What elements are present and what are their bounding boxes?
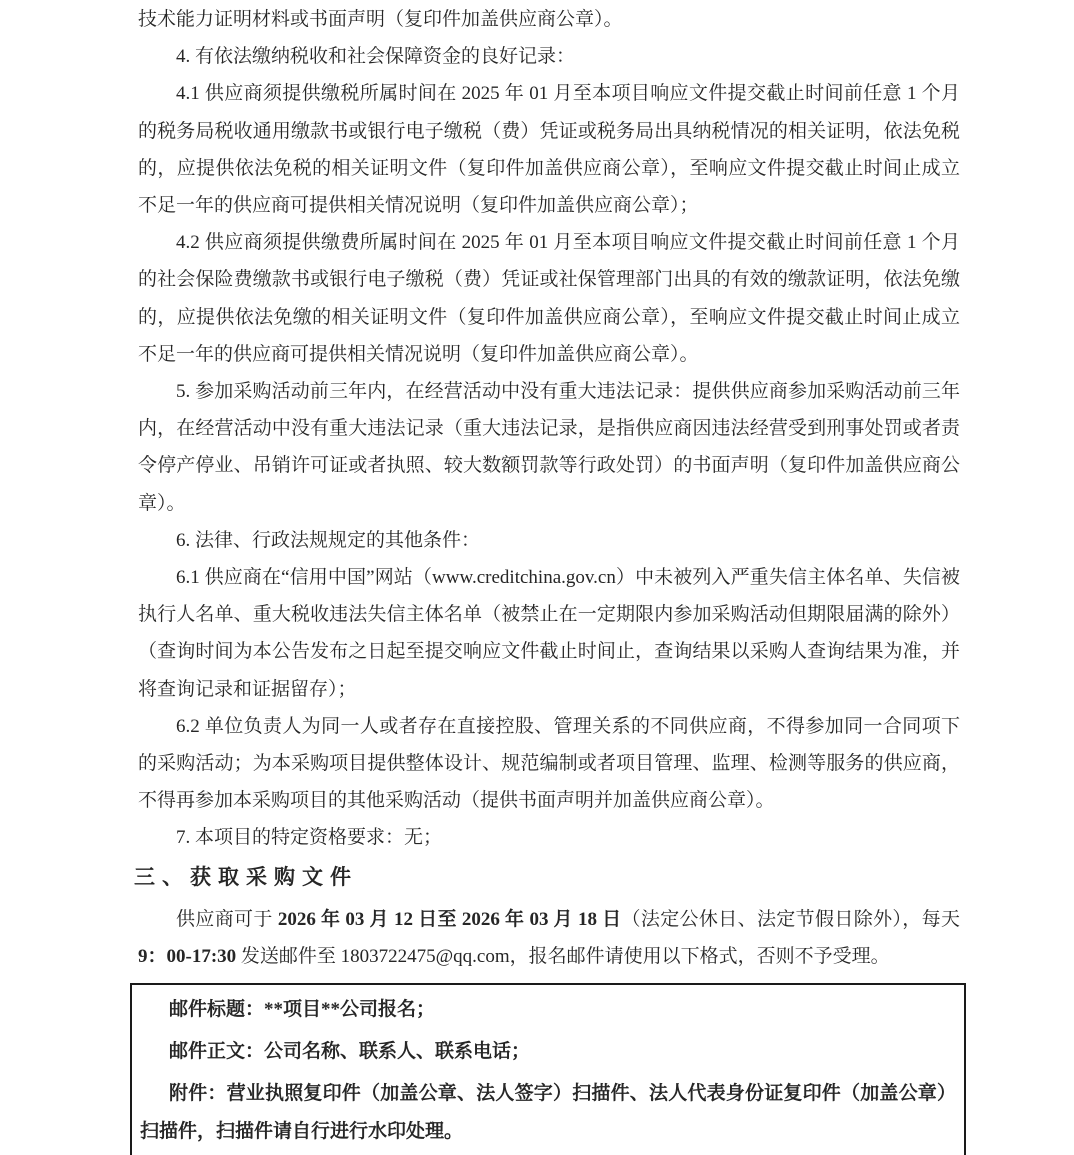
text-run: 4.1 供应商须提供缴税所属时间在 2025 年 01 月至本项目响应文件提交截止时间前任意 1 个月的税务局税收通用缴款书或银行电子缴税（费）凭证或税务局出具纳税情况的相关证明，依法免税的，应提供依法免税的相关证明文件（复印件加盖供应商公章），至响应文件提交截止时间止成立不足一年的供应商可提供相关情况说明（复印件加盖供应商公章）； — [138, 83, 960, 217]
text-run: 邮件正文：公司名称、联系人、联系电话； — [169, 1041, 531, 1063]
text-run: 5. 参加采购活动前三年内，在经营活动中没有重大违法记录：提供供应商参加采购活动前三年内，在经营活动中没有重大违法记录（重大违法记录，是指供应商因违法经营受到刑事处罚或者责令停产停业、吊销许可证或者执照、较大数额罚款等行政处罚）的书面声明（复印件加盖供应商公章）。 — [138, 381, 960, 514]
text-run: （法定公休日、法定节假日除外），每天 — [621, 908, 960, 930]
paragraph — [138, 559, 960, 708]
section-heading — [134, 858, 960, 898]
paragraph — [138, 901, 960, 975]
paragraph — [138, 708, 960, 820]
paragraph — [138, 224, 960, 373]
text-run: 7. 本项目的特定资格要求：无； — [176, 827, 443, 849]
text-run: 发送邮件至 1803722475@qq.com，报名邮件请使用以下格式，否则不予受理。 — [236, 945, 890, 967]
email-box-paragraph — [140, 1033, 956, 1071]
text-run: 邮件标题：**项目**公司报名； — [169, 999, 436, 1021]
text-run: 2026 年 03 月 12 日至 2026 年 03 月 18 日 — [277, 908, 622, 930]
text-run: 附件：营业执照复印件（加盖公章、法人签字）扫描件、法人代表身份证复印件（加盖公章）扫描件，扫描件请自行进行水印处理。 — [140, 1083, 956, 1143]
text-run: 4. 有依法缴纳税收和社会保障资金的良好记录： — [176, 46, 576, 68]
email-box-paragraph — [140, 991, 956, 1029]
email-format-box — [130, 983, 966, 1155]
paragraph — [138, 1, 960, 38]
text-run: 三、获取采购文件 — [134, 865, 358, 889]
text-run: 供应商可于 — [176, 908, 278, 930]
paragraph — [138, 38, 960, 75]
text-run: 6.2 单位负责人为同一人或者存在直接控股、管理关系的不同供应商，不得参加同一合同项下的采购活动；为本采购项目提供整体设计、规范编制或者项目管理、监理、检测等服务的供应商，不得再参加本采购项目的其他采购活动（提供书面声明并加盖供应商公章）。 — [138, 715, 960, 812]
paragraph — [138, 522, 960, 559]
email-box-paragraph — [140, 1075, 956, 1151]
text-run: 9：00-17:30 — [138, 945, 237, 967]
text-run: 6.1 供应商在“信用中国”网站（www.creditchina.gov.cn）中未被列入严重失信主体名单、失信被执行人名单、重大税收违法失信主体名单（被禁止在一定期限内参加采购活动但期限届满的除外）（查询时间为本公告发布之日起至提交响应文件截止时间止，查询结果以采购人查询结果为准，并将查询记录和证据留存）； — [138, 567, 960, 700]
paragraph — [138, 819, 960, 856]
paragraph — [138, 373, 960, 522]
text-run: 技术能力证明材料或书面声明（复印件加盖供应商公章）。 — [138, 9, 623, 30]
text-run: 6. 法律、行政法规规定的其他条件： — [176, 529, 481, 551]
paragraph — [138, 75, 960, 224]
text-run: 4.2 供应商须提供缴费所属时间在 2025 年 01 月至本项目响应文件提交截止时间前任意 1 个月的社会保险费缴款书或银行电子缴税（费）凭证或社保管理部门出具的有效的缴款证明，依法免缴的，应提供依法免缴的相关证明文件（复印件加盖供应商公章），至响应文件提交截止时间止成立不足一年的供应商可提供相关情况说明（复印件加盖供应商公章）。 — [138, 232, 960, 365]
